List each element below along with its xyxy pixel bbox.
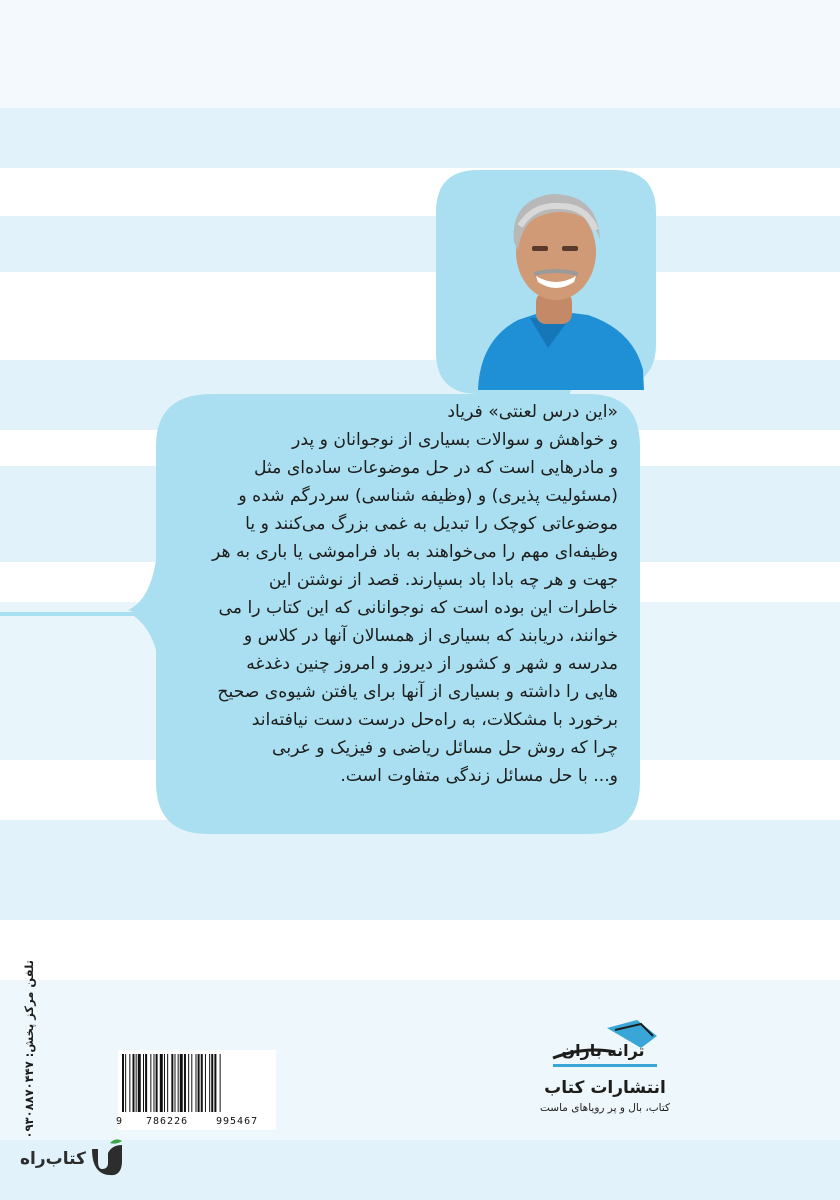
blurb-line: (مسئولیت پذیری) و (وظیفه شناسی) سردرگم شده و <box>238 486 618 506</box>
barcode-bar <box>220 1054 221 1112</box>
publisher-name: انتشارات کتاب <box>544 1078 666 1098</box>
barcode-bar <box>167 1054 168 1112</box>
barcode-bar <box>180 1054 183 1112</box>
ketabrah-logo-icon <box>86 1139 124 1179</box>
barcode-bar <box>125 1054 126 1112</box>
barcode-bar <box>205 1054 206 1112</box>
barcode-bar <box>201 1054 203 1112</box>
ketabrah-text: کتاب‌راه <box>20 1149 86 1169</box>
barcode-bar <box>184 1054 186 1112</box>
blurb-line: وظیفه‌ای مهم را می‌خواهند به باد فراموشی یا باری به هر <box>212 542 618 562</box>
blurb-line: موضوعاتی کوچک را تبدیل به غمی بزرگ می‌کنند و یا <box>245 514 618 534</box>
author-photo <box>448 180 648 390</box>
barcode-bar <box>171 1054 173 1112</box>
barcode-bar <box>133 1054 135 1112</box>
barcode-bar <box>150 1054 151 1112</box>
barcode-bar <box>164 1054 165 1112</box>
barcode-bar <box>154 1054 155 1112</box>
barcode-bar <box>136 1054 137 1112</box>
blurb-line: و... با حل مسائل زندگی متفاوت است. <box>340 766 618 786</box>
barcode-bar <box>175 1054 176 1112</box>
barcode-bar <box>122 1054 124 1112</box>
publisher-block <box>540 1018 670 1114</box>
ketabrah-watermark <box>16 1138 124 1180</box>
barcode-bar <box>214 1054 216 1112</box>
blurb-line: خاطرات این بوده است که نوجوانانی که این کتاب را می <box>218 598 618 618</box>
barcode-digit-group: 995467 <box>216 1116 259 1127</box>
barcode-bars <box>118 1050 276 1114</box>
blurb-line: مدرسه و شهر و کشور از دیروز و امروز چنین دغدغه <box>246 654 618 674</box>
publisher-logo-text: ترانه باران <box>561 1041 645 1060</box>
barcode-bar <box>143 1054 144 1112</box>
blurb-line: و خواهش و سوالات بسیاری از نوجوانان و پدر <box>292 430 618 450</box>
blurb-line: خوانند، دریابند که بسیاری از همسالان آنها در کلاس و <box>243 626 618 646</box>
barcode-bar <box>191 1054 192 1112</box>
barcode-bar <box>198 1054 200 1112</box>
barcode-digit-group: 786226 <box>146 1116 189 1127</box>
barcode-digit-prefix: 9 <box>116 1116 123 1127</box>
barcode-bar <box>211 1054 213 1112</box>
barcode-bar <box>178 1054 179 1112</box>
blurb-line: جهت و هر چه بادا باد بسپارند. قصد از نوشتن این <box>268 570 618 590</box>
distribution-phone: تلفن مرکز پخش: ۰۹۳۰۸۸۷۰۴۴۷ <box>22 960 36 1139</box>
publisher-slogan: کتاب، بال و پر رویاهای ماست <box>539 1102 670 1114</box>
blurb-line: هایی را داشته و بسیاری از آنها برای یافتن شیوه‌ی صحیح <box>217 682 618 702</box>
blurb-line: و مادرهایی است که در حل موضوعات ساده‌ای مثل <box>253 458 618 478</box>
back-cover-blurb <box>160 398 618 790</box>
barcode-bar <box>156 1054 158 1112</box>
blurb-line: برخورد با مشکلات، به راه‌حل درست دست نیافته‌اند <box>251 710 618 730</box>
barcode-bar <box>145 1054 147 1112</box>
publisher-logo <box>545 1018 665 1070</box>
barcode-bar <box>129 1054 130 1112</box>
barcode-bar <box>138 1054 141 1112</box>
blurb-line: چرا که روش حل مسائل ریاضی و فیزیک و عربی <box>272 738 618 758</box>
barcode-bar <box>196 1054 197 1112</box>
barcode-bar <box>209 1054 210 1112</box>
blurb-line: «این درس لعنتی» فریاد <box>447 402 618 422</box>
barcode-bar <box>160 1054 163 1112</box>
barcode-bar <box>188 1054 189 1112</box>
